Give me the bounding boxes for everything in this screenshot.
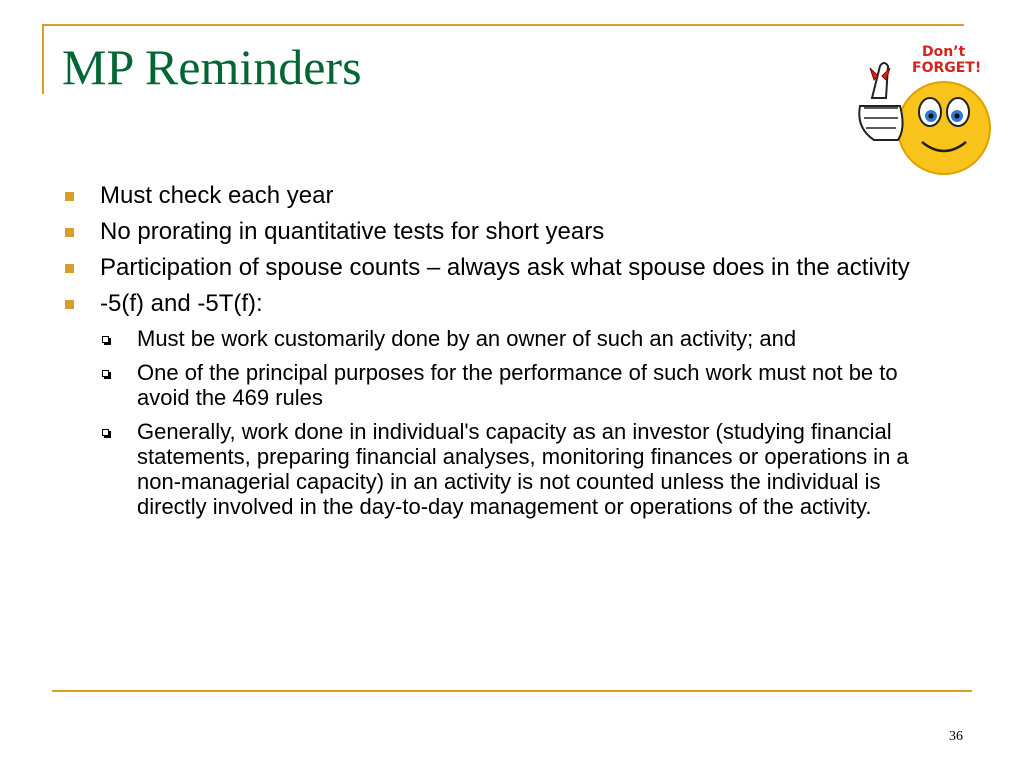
top-border-line — [42, 24, 964, 26]
bullet-item — [62, 290, 972, 317]
left-border-line — [42, 24, 44, 94]
bullet-text: No prorating in quantitative tests for short years — [100, 218, 605, 245]
bottom-border-line — [52, 690, 972, 692]
sub-bullet-item — [62, 326, 937, 351]
sub-bullet-text: One of the principal purposes for the performance of such work must not be to avoid the 469 rules — [137, 360, 898, 410]
caption-line2: FORGET! — [912, 60, 982, 76]
slide-title: MP Reminders — [62, 39, 362, 95]
bullet-text: Participation of spouse counts – always ask what spouse does in the activity — [100, 254, 910, 281]
sub-bullet-item — [62, 360, 937, 410]
page-number: 36 — [949, 729, 963, 744]
bullet-item — [62, 254, 972, 281]
sub-bullet-text: Must be work customarily done by an owner of such an activity; and — [137, 326, 797, 351]
bullet-list — [62, 182, 972, 528]
hollow-square-bullet-icon — [102, 429, 109, 436]
square-bullet-icon — [65, 300, 74, 309]
square-bullet-icon — [65, 228, 74, 237]
bullet-text: Must check each year — [100, 182, 334, 209]
bullet-item — [62, 182, 972, 209]
bullet-text: -5(f) and -5T(f): — [100, 290, 263, 317]
sub-bullet-item — [62, 419, 937, 519]
bullet-item — [62, 218, 972, 245]
sub-bullet-text: Generally, work done in individual's capacity as an investor (studying financial statements, preparing financial analyses, monitoring finances or operations in a non-managerial capacity) in an activity is not counted unless the individual is directly involved in the day-to-day management or operations of the activity. — [137, 419, 909, 519]
square-bullet-icon — [65, 264, 74, 273]
hollow-square-bullet-icon — [102, 370, 109, 377]
dont-forget-smiley-icon — [852, 36, 1002, 176]
caption-line1: Don’t — [922, 44, 966, 60]
hollow-square-bullet-icon — [102, 336, 109, 343]
square-bullet-icon — [65, 192, 74, 201]
